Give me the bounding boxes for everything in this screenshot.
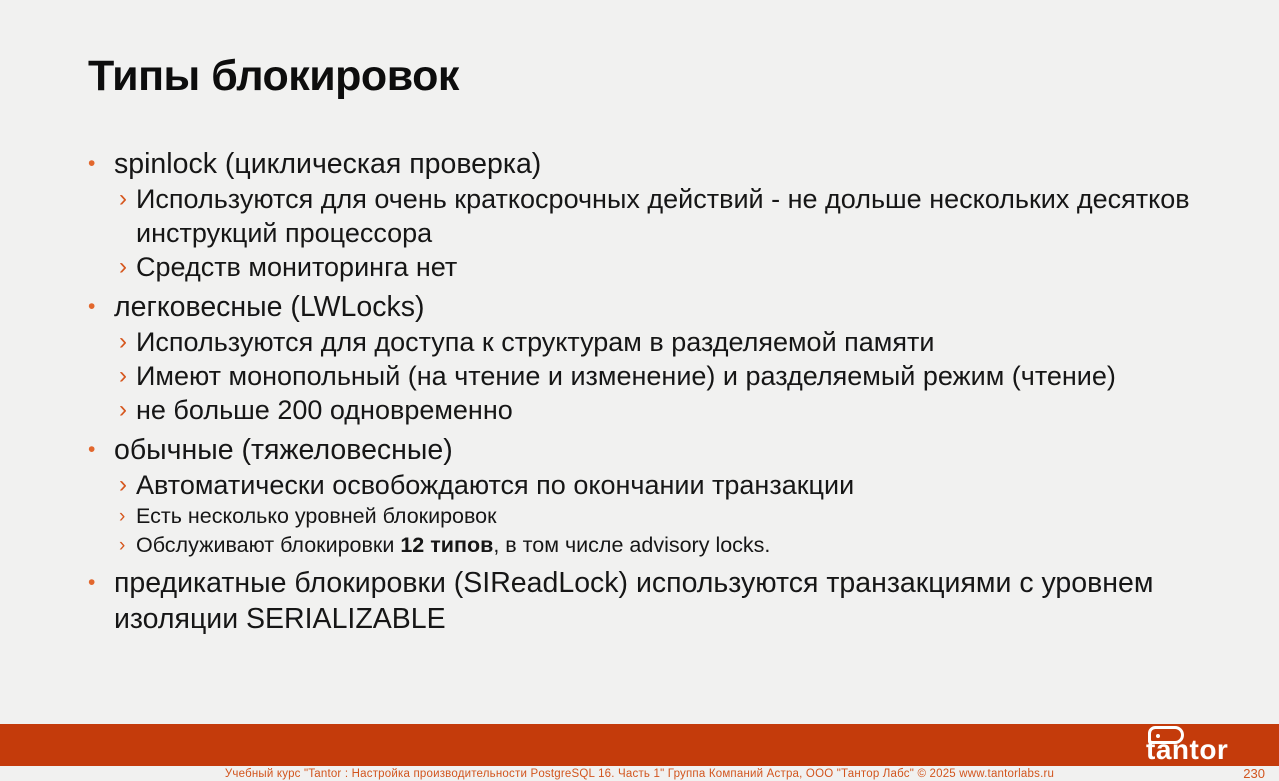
chevron-icon: › xyxy=(119,535,126,556)
sub-bullet-item xyxy=(119,250,1214,284)
bullet-dot-icon: • xyxy=(88,571,96,594)
page-title: Типы блокировок xyxy=(88,52,459,100)
bullet-text: обычные (тяжеловесные) xyxy=(114,434,453,466)
bullet-group-spinlock xyxy=(88,146,1214,284)
bullet-text: spinlock (циклическая проверка) xyxy=(114,148,542,180)
sub-bullet-item xyxy=(119,531,1214,560)
footer-strip xyxy=(0,766,1279,781)
bullet-text: предикатные блокировки (SIReadLock) используются транзакциями с уровнем изоляции SERIALIZABLE xyxy=(114,567,1154,635)
bullet-dot-icon: • xyxy=(88,295,96,318)
chevron-icon: › xyxy=(119,328,127,355)
sub-bullet-text: Средств мониторинга нет xyxy=(136,252,458,282)
sub-bullet-text: не больше 200 одновременно xyxy=(136,395,513,425)
bullet-item xyxy=(88,432,1214,468)
sub-bullet-text: Автоматически освобождаются по окончании транзакции xyxy=(136,470,855,500)
sub-bullet-text-bold: 12 типов xyxy=(400,533,494,557)
sub-bullet-item xyxy=(119,182,1214,250)
chevron-icon: › xyxy=(119,396,127,423)
bullet-dot-icon: • xyxy=(88,438,96,461)
bullet-list xyxy=(88,146,1214,637)
sub-bullet-text xyxy=(136,531,1214,560)
footer-text: Учебный курс "Tantor : Настройка производительности PostgreSQL 16. Часть 1" Группа Компаний Астра, ООО "Тантор Лабс" © 2025 www.tantorlabs.ru xyxy=(224,767,1055,780)
sub-bullet-item xyxy=(119,502,1214,531)
sub-bullet-text: Используются для доступа к структурам в разделяемой памяти xyxy=(136,327,935,357)
sub-bullet-item xyxy=(119,393,1214,427)
sub-bullet-text-post: , в том числе advisory locks. xyxy=(493,533,771,557)
bullet-dot-icon: • xyxy=(88,152,96,175)
chevron-icon: › xyxy=(119,506,126,527)
chevron-icon: › xyxy=(119,253,127,280)
sub-bullet-text: Имеют монопольный (на чтение и изменение) и разделяемый режим (чтение) xyxy=(136,361,1116,391)
page-number: 230 xyxy=(1243,766,1265,781)
bullet-item xyxy=(88,146,1214,182)
sub-bullet-text-pre: Обслуживают блокировки xyxy=(136,533,401,557)
footer-bar xyxy=(0,724,1279,766)
bullet-text: легковесные (LWLocks) xyxy=(114,291,425,323)
tantor-logo xyxy=(1146,724,1241,766)
sub-bullet-item xyxy=(119,468,1214,502)
bullet-item xyxy=(88,289,1214,325)
sub-bullet-text: Используются для очень краткосрочных действий - не дольше нескольких десятков инструкций процессора xyxy=(136,184,1190,248)
sub-bullet-item xyxy=(119,325,1214,359)
chevron-icon: › xyxy=(119,362,127,389)
logo-text: tantor xyxy=(1146,734,1229,765)
sub-bullet-item xyxy=(119,359,1214,393)
bullet-item xyxy=(88,565,1214,637)
bullet-group-lwlocks xyxy=(88,289,1214,427)
sub-bullet-text: Есть несколько уровней блокировок xyxy=(136,504,497,528)
bullet-group-regular xyxy=(88,432,1214,560)
bullet-group-predicate xyxy=(88,565,1214,637)
chevron-icon: › xyxy=(119,185,127,212)
chevron-icon: › xyxy=(119,471,127,498)
